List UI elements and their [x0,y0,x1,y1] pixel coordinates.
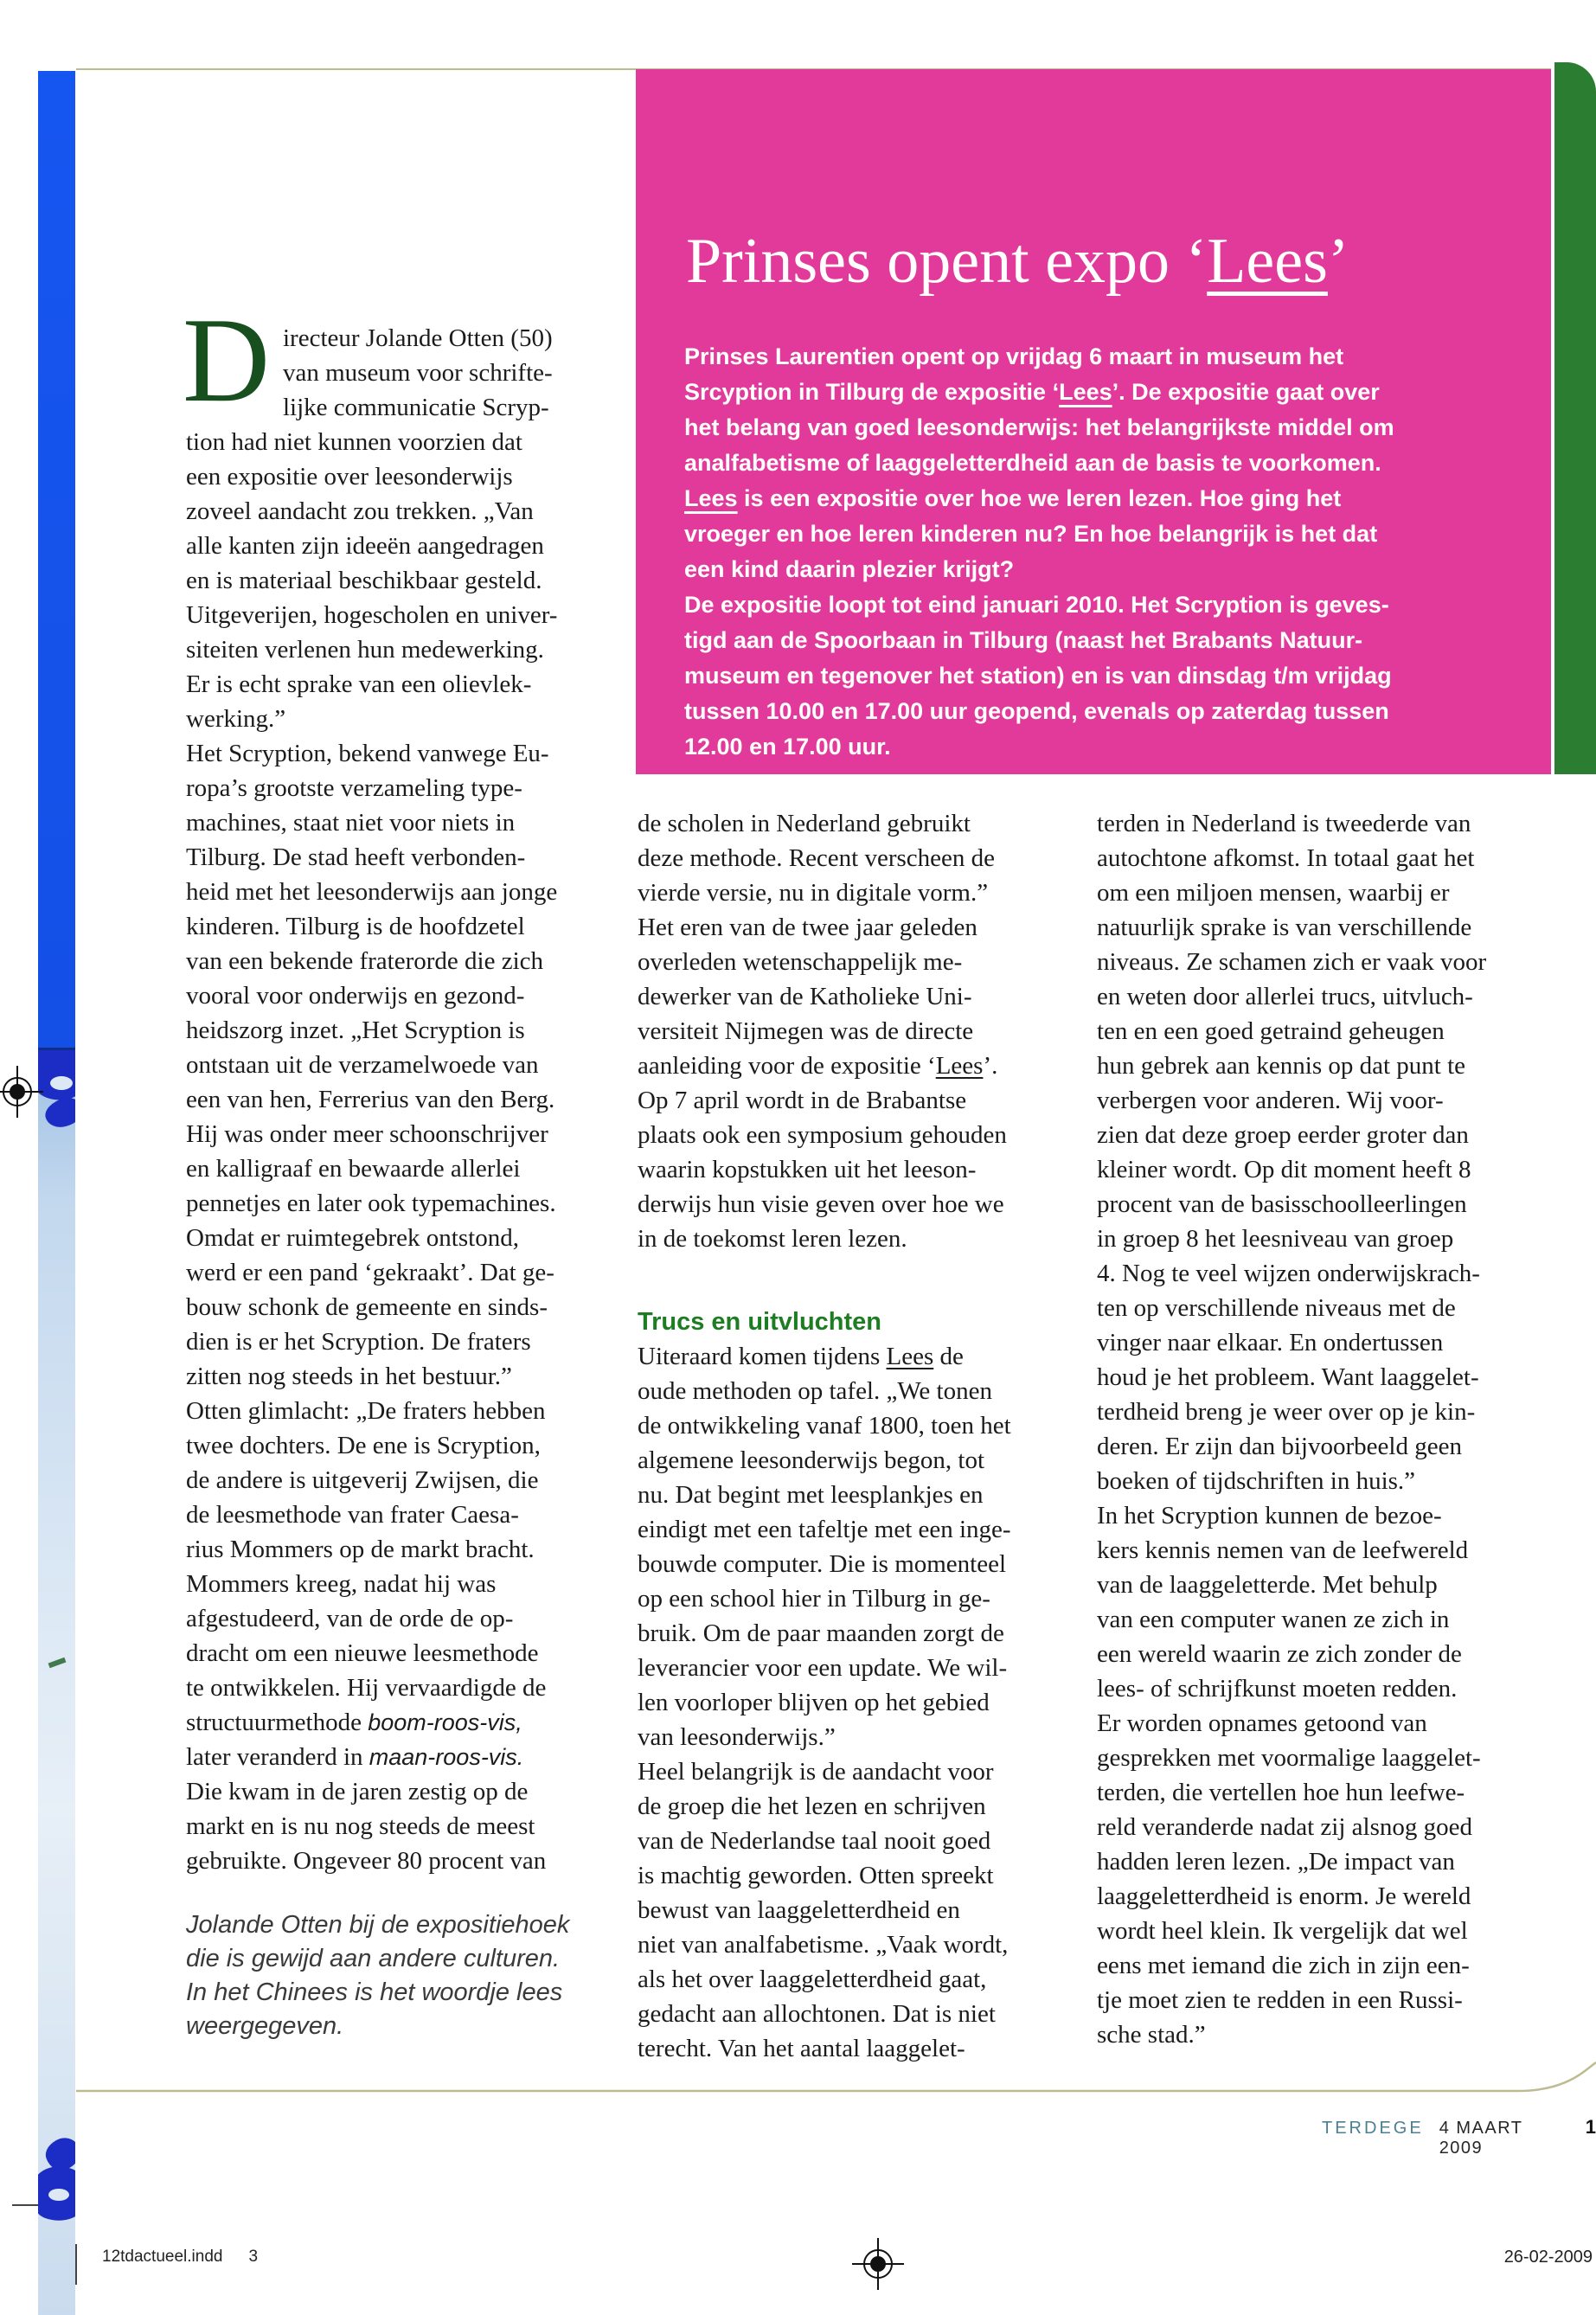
text-line: nu. Dat begint met leesplankjes en [638,1481,984,1509]
footer [1322,2116,1596,2158]
text-line: Uiteraard komen tijdens Lees de [638,1343,964,1370]
photo-fragment [48,1658,67,1668]
text-line: zitten nog steeds in het bestuur.” [186,1363,512,1390]
text-line: en kalligraaf en bewaarde allerlei [186,1155,521,1183]
text-line: markt en is nu nog steeds de meest [186,1812,535,1840]
left-photo-strip [38,1050,75,2315]
text-line: In het Scryption kunnen de bezoe- [1097,1502,1442,1529]
text-line: niet van analfabetisme. „Vaak wordt, [638,1931,1009,1959]
text-line: algemene leesonderwijs begon, tot [638,1446,985,1474]
text-line: boeken of tijdschriften in huis.” [1097,1467,1416,1495]
text-line: is machtig geworden. Otten spreekt [638,1862,994,1889]
text-line: en is materiaal beschikbaar gesteld. [186,567,542,594]
text-line: analfabetisme of laaggeletterdheid aan de basis te voorkomen. [684,450,1381,476]
text-line: een kind daarin plezier krijgt? [684,556,1015,582]
text-line: kers kennis nemen van de leefwereld [1097,1536,1469,1564]
text-line: bruik. Om de paar maanden zorgt de [638,1619,1004,1647]
drop-cap: D [183,293,271,427]
text-line: in groep 8 het leesniveau van groep [1097,1225,1454,1253]
text-line: verbergen voor anderen. Wij voor- [1097,1087,1444,1114]
text-line: leverancier voor een update. We wil- [638,1654,1008,1682]
text-line: Die kwam in de jaren zestig op de [186,1778,529,1805]
text-line: Uitgeverijen, hogescholen en univer- [186,601,558,629]
body-column-3 [1097,806,1540,2052]
photo-fragment [50,1076,73,1090]
text-line: ontstaan uit de verzamelwoede van [186,1051,539,1079]
text-line: tje moet zien te redden in een Russi- [1097,1986,1463,2014]
text-line: de groep die het lezen en schrijven [638,1792,986,1820]
right-green-bar [1554,62,1596,774]
text-line: De expositie loopt tot eind januari 2010. Het Scryption is geves- [684,592,1389,618]
text-line: de ontwikkeling vanaf 1800, toen het [638,1412,1011,1440]
text-line: deren. Er zijn dan bijvoorbeeld geen [1097,1433,1462,1460]
text-line: Op 7 april wordt in de Brabantse [638,1087,967,1114]
photo-fragment [42,1094,75,1131]
text-line: niveaus. Ze schamen zich er vaak voor [1097,948,1487,976]
section-subheading: Trucs en uitvluchten [638,1308,881,1336]
text-line: Het eren van de twee jaar geleden [638,914,977,941]
text-line: pennetjes en later ook typemachines. [186,1190,556,1217]
text-line: eindigt met een tafeltje met een inge- [638,1516,1011,1543]
text-line: Mommers kreeg, nadat hij was [186,1570,497,1598]
text-line: van een computer wanen ze zich in [1097,1606,1450,1633]
text-line: hadden leren lezen. „De impact van [1097,1848,1455,1876]
print-slug [102,2248,258,2267]
text-line: lijke communicatie Scryp- [283,394,549,421]
text-line: terecht. Van het aantal laaggelet- [638,2035,965,2062]
text-line: de andere is uitgeverij Zwijsen, die [186,1466,539,1494]
text-line: zoveel aandacht zou trekken. „Van [186,497,534,525]
text-line: vierde versie, nu in digitale vorm.” [638,879,989,907]
text-line: de scholen in Nederland gebruikt [638,810,971,837]
text-line: aanleiding voor de expositie ‘Lees’. [638,1052,998,1080]
text-line: Prinses Laurentien opent op vrijdag 6 maart in museum het [684,343,1344,369]
text-line: een expositie over leesonderwijs [186,463,513,491]
body-column-2 [638,806,1080,2066]
text-line: Het Scryption, bekend vanwege Eu- [186,740,549,767]
text-line: gesprekken met voormalige laaggelet- [1097,1744,1481,1772]
text-line: dewerker van de Katholieke Uni- [638,983,972,1010]
text-line: tigd aan de Spoorbaan in Tilburg (naast het Brabants Natuur- [684,627,1363,653]
registration-mark-bottom [852,2238,904,2290]
text-line: vooral voor onderwijs en gezond- [186,982,525,1010]
text-line: te ontwikkelen. Hij vervaardigde de [186,1674,547,1702]
slug-filename: 12tdactueel.indd [102,2248,223,2266]
text-line: ten en een goed getraind geheugen [1097,1017,1445,1045]
text-line: len voorloper blijven op het gebied [638,1689,990,1716]
text-line: ropa’s grootste verzameling type- [186,774,522,802]
magazine-name: TERDEGE [1322,2119,1424,2138]
text-line: om een miljoen mensen, waarbij er [1097,879,1450,907]
text-line: gebruikte. Ongeveer 80 procent van [186,1847,547,1875]
text-line: siteiten verlenen hun medewerking. [186,636,544,664]
text-line: die is gewijd aan andere culturen. [186,1945,561,1972]
text-line: irecteur Jolande Otten (50) [283,324,553,352]
text-line: In het Chinees is het woordje lees [186,1978,563,2006]
page-number: 1 [1585,2116,1596,2138]
text-line: op een school hier in Tilburg in ge- [638,1585,990,1613]
text-line: 12.00 en 17.00 uur. [684,734,891,760]
text-line: Prinses opent expo ‘Lees’ [686,226,1349,297]
text-line: bouw schonk de gemeente en sinds- [186,1293,548,1321]
text-line: procent van de basisschoolleerlingen [1097,1190,1467,1218]
text-line: versiteit Nijmegen was de directe [638,1017,974,1045]
text-line: natuurlijk sprake is van verschillende [1097,914,1472,941]
text-line: heid met het leesonderwijs aan jonge [186,878,558,906]
text-line: ten op verschillende niveaus met de [1097,1294,1456,1322]
body-column-1 [186,321,629,1878]
photo-caption [186,1908,569,2043]
text-line: van de laaggeletterde. Met behulp [1097,1571,1438,1599]
left-bleed-strip [38,71,75,2275]
text-line: als het over laaggeletterdheid gaat, [638,1966,987,1993]
text-line: terden, die vertellen hoe hun leefwe- [1097,1779,1465,1806]
text-line: twee dochters. De ene is Scryption, [186,1432,541,1459]
text-line: terdheid breng je weer over op je kin- [1097,1398,1476,1426]
text-line: plaats ook een symposium gehouden [638,1121,1007,1149]
text-line: bewust van laaggeletterdheid en [638,1896,960,1924]
text-line: tion had niet kunnen voorzien dat [186,428,522,456]
registration-mark-left [0,1066,43,1118]
text-line: een van hen, Ferrerius van den Berg. [186,1086,555,1113]
text-line: Hij was onder meer schoonschrijver [186,1120,548,1148]
text-line: houd je het probleem. Want laaggelet- [1097,1363,1479,1391]
text-line: Tilburg. De stad heeft verbonden- [186,843,526,871]
text-line: waarin kopstukken uit het leeson- [638,1156,977,1183]
text-line: hun gebrek aan kennis op dat punt te [1097,1052,1466,1080]
issue-date: 4 MAART 2009 [1439,2119,1523,2158]
text-line: later veranderd in maan-roos-vis. [186,1743,524,1771]
text-line: reld veranderde nadat zij alsnog goed [1097,1813,1473,1841]
text-line: terden in Nederland is tweederde van [1097,810,1471,837]
slug-sheet-number: 3 [248,2248,259,2266]
text-line: en weten door allerlei trucs, uitvluch- [1097,983,1473,1010]
text-line: wordt heel klein. Ik vergelijk dat wel [1097,1917,1468,1945]
text-line: kleiner wordt. Op dit moment heeft 8 [1097,1156,1471,1183]
text-line: van een bekende fraterorde die zich [186,947,544,975]
text-line: vroeger en hoe leren kinderen nu? En hoe belangrijk is het dat [684,521,1378,547]
text-line: laaggeletterdheid is enorm. Je wereld [1097,1882,1471,1910]
crop-mark-vertical [75,2244,77,2285]
text-line: werd er een pand ‘gekraakt’. Dat ge- [186,1259,554,1286]
text-line: derwijs hun visie geven over hoe we [638,1190,1004,1218]
text-line: Omdat er ruimtegebrek ontstond, [186,1224,519,1252]
text-line: vinger naar elkaar. En ondertussen [1097,1329,1444,1356]
footer-rule [0,2059,1596,2107]
text-line: alle kanten zijn ideeën aangedragen [186,532,544,560]
text-line: museum en tegenover het station) en is van dinsdag t/m vrijdag [684,663,1392,689]
crop-mark-horizontal [12,2204,38,2206]
text-line: afgestudeerd, van de orde de op- [186,1605,514,1632]
text-line: van leesonderwijs.” [638,1723,836,1751]
text-line: structuurmethode boom-roos-vis, [186,1709,522,1736]
text-line: de leesmethode van frater Caesa- [186,1501,519,1529]
text-line: Jolande Otten bij de expositiehoek [186,1911,570,1939]
blue-bar-top [38,71,75,1048]
text-line: Er is echt sprake van een olievlek- [186,670,532,698]
text-line: oude methoden op tafel. „We tonen [638,1377,992,1405]
text-line: Srcyption in Tilburg de expositie ‘Lees’. De expositie gaat over [684,379,1380,405]
text-line: Lees is een expositie over hoe we leren lezen. Hoe ging het [684,485,1342,511]
text-line: tussen 10.00 en 17.00 uur geopend, evenals op zaterdag tussen [684,698,1389,724]
text-line: dien is er het Scryption. De fraters [186,1328,531,1356]
text-line: lees- of schrijfkunst moeten redden. [1097,1675,1458,1703]
article-intro [684,339,1394,765]
text-line: dracht om een nieuwe leesmethode [186,1639,539,1667]
text-line: overleden wetenschappelijk me- [638,948,963,976]
text-line: zien dat deze groep eerder groter dan [1097,1121,1469,1149]
text-line: sche stad.” [1097,2021,1206,2049]
text-line: kinderen. Tilburg is de hoofdzetel [186,913,525,940]
text-line: gedacht aan allochtonen. Dat is niet [638,2000,996,2028]
text-line: het belang van goed leesonderwijs: het belangrijkste middel om [684,414,1394,440]
text-line: machines, staat niet voor niets in [186,809,516,837]
text-line: van de Nederlandse taal nooit goed [638,1827,991,1855]
text-line: Heel belangrijk is de aandacht voor [638,1758,994,1786]
text-line: autochtone afkomst. In totaal gaat het [1097,844,1475,872]
text-line: een wereld waarin ze zich zonder de [1097,1640,1462,1668]
text-line: 4. Nog te veel wijzen onderwijskrach- [1097,1260,1480,1287]
photo-fragment [48,2189,69,2201]
text-line: in de toekomst leren lezen. [638,1225,907,1253]
text-line: van museum voor schrifte- [283,359,553,387]
text-line: heidszorg inzet. „Het Scryption is [186,1016,525,1044]
text-line: Otten glimlacht: „De fraters hebben [186,1397,546,1425]
text-line: rius Mommers op de markt bracht. [186,1536,535,1563]
text-line: deze methode. Recent verscheen de [638,844,996,872]
text-line: weergegeven. [186,2012,344,2040]
text-line: Er worden opnames getoond van [1097,1709,1427,1737]
text-line: werking.” [186,705,286,733]
text-line: bouwde computer. Die is momenteel [638,1550,1007,1578]
text-line: eens met iemand die zich in zijn een- [1097,1952,1470,1979]
print-date: 26-02-2009 [1503,2248,1593,2267]
hero-box [636,69,1551,774]
article-title [686,223,1349,299]
